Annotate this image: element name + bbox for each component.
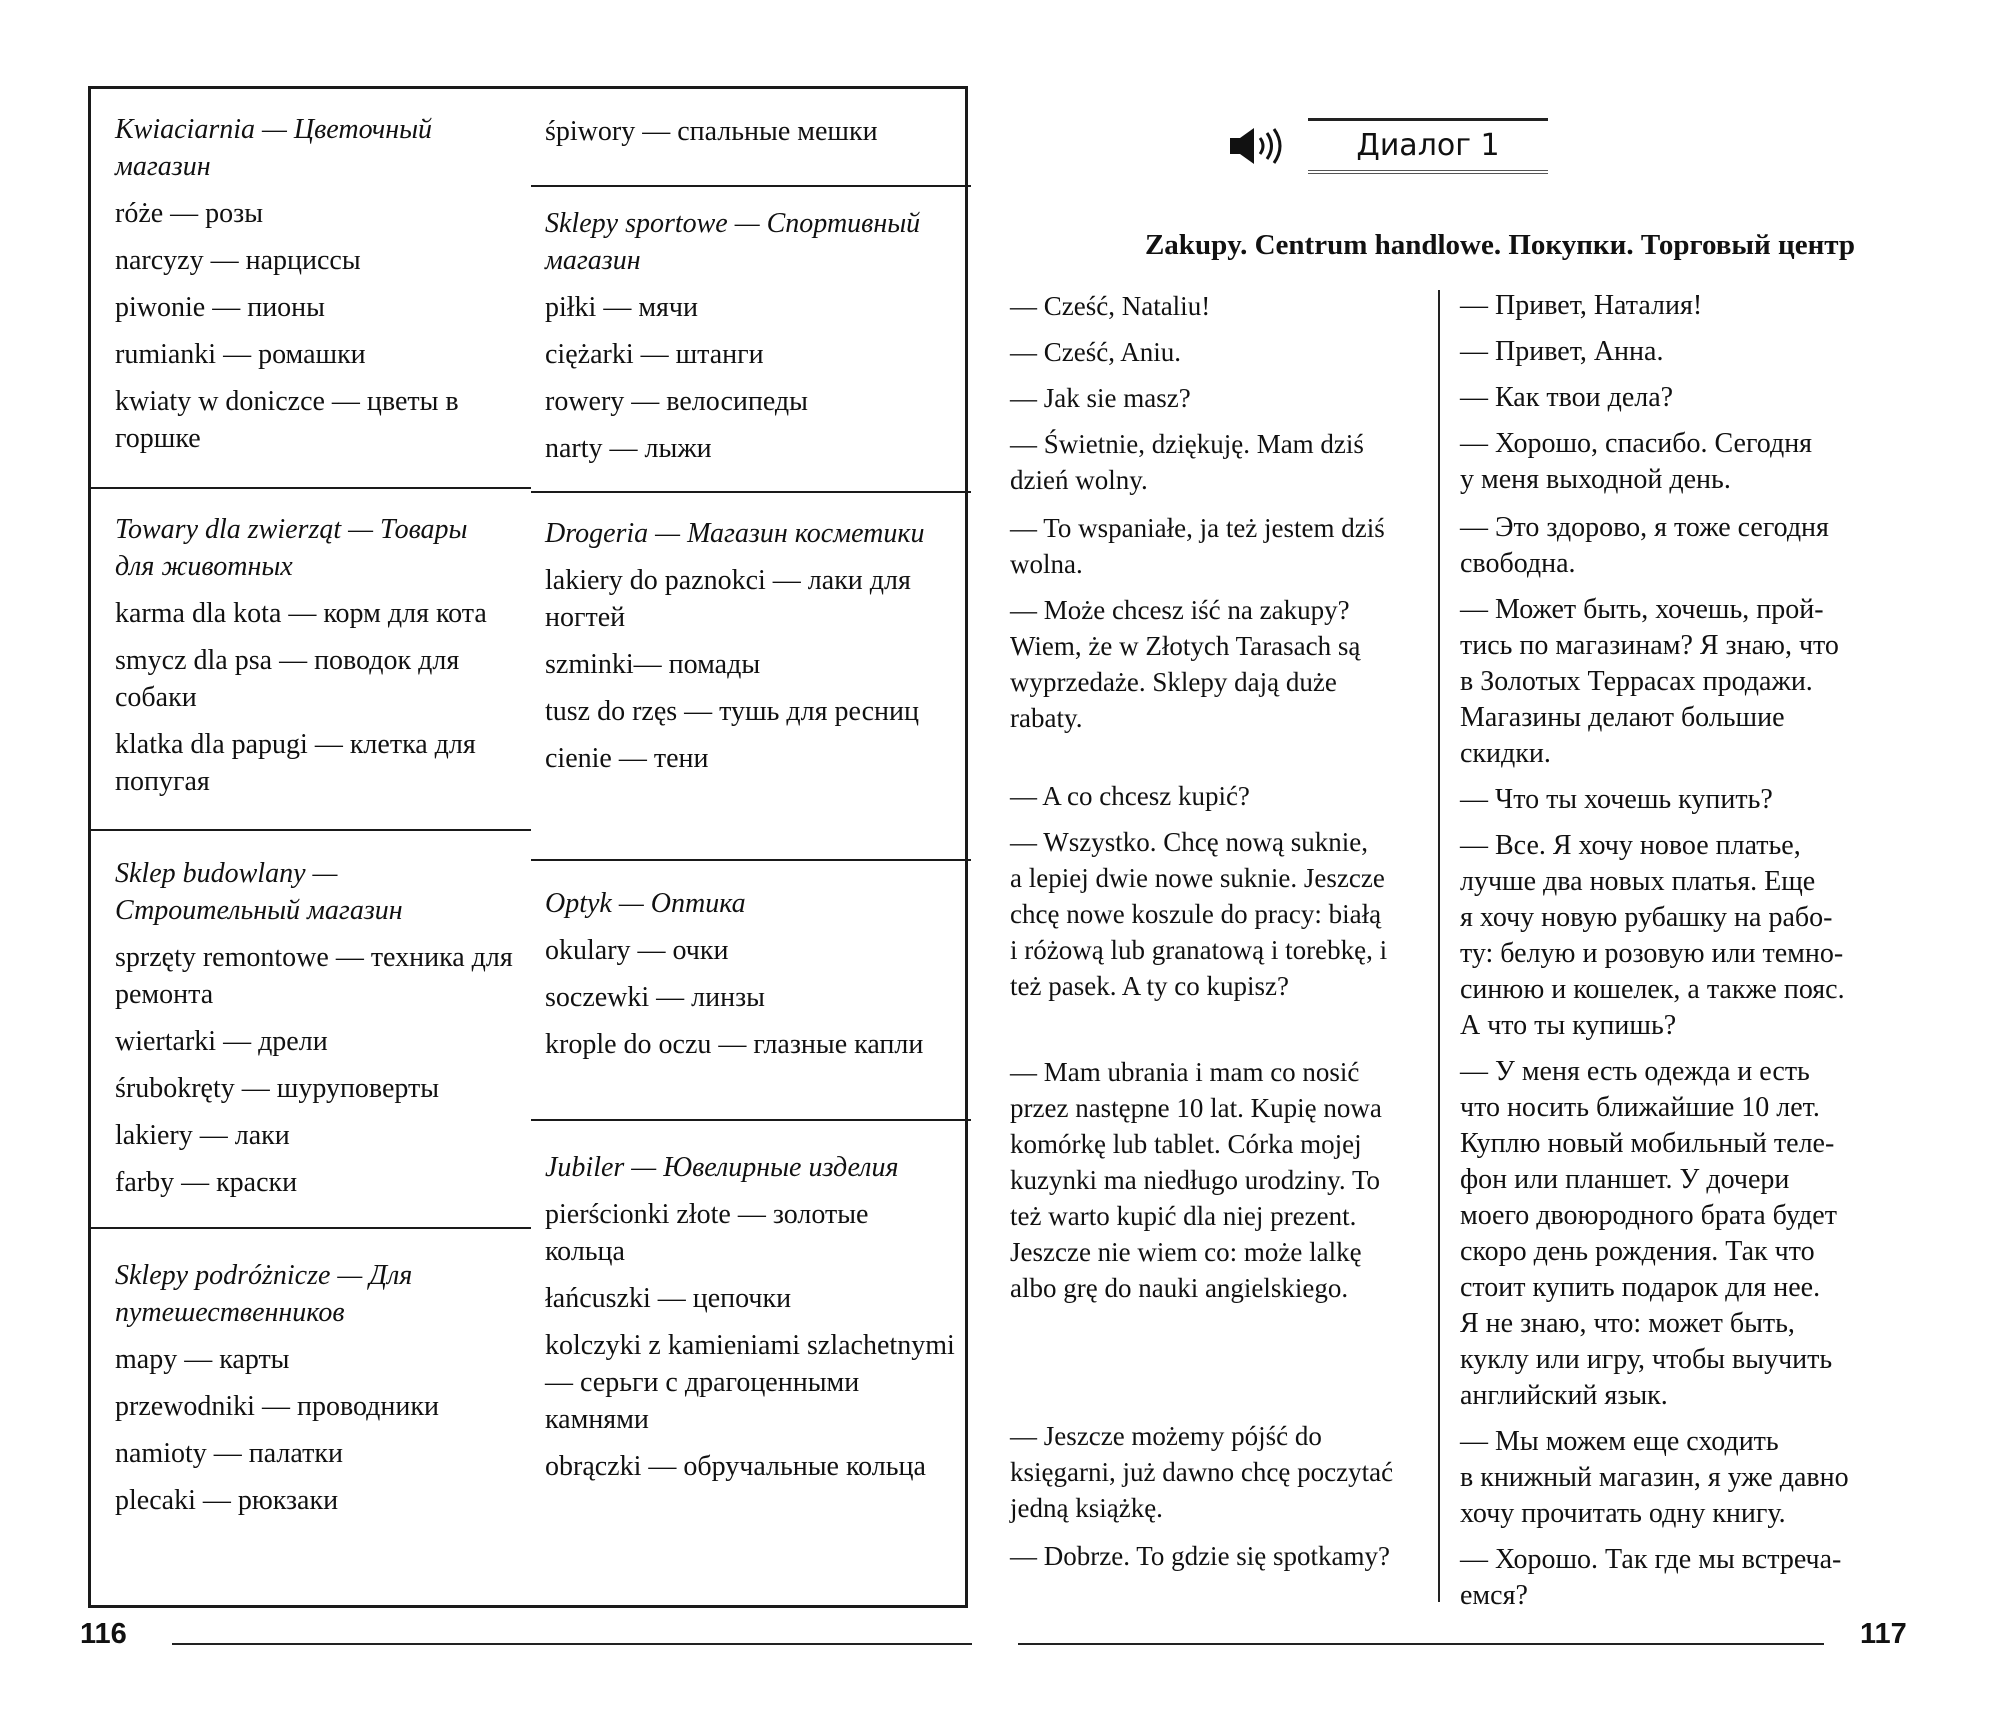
vocab-section-jeweler (531, 1119, 971, 1495)
russian-line: Магазины делают большие (1460, 702, 1785, 733)
polish-line: — Wszystko. Chcę nową suknie, (1010, 827, 1368, 857)
russian-line: хочу прочитать одну книгу. (1460, 1498, 1786, 1529)
russian-line: стоит купить подарок для нее. (1460, 1272, 1821, 1303)
russian-line: ту: белую и розовую или темно- (1460, 938, 1844, 969)
vocab-entry: śpiwory — спальные мешки (545, 116, 878, 147)
polish-line: Jeszcze nie wiem co: może lalkę (1010, 1237, 1362, 1267)
vocab-entry: klatka dla papugi — клетка для попугая (115, 729, 476, 797)
russian-line: Я не знаю, что: может быть, (1460, 1308, 1795, 1339)
polish-line: Wiem, że w Złotych Tarasach są (1010, 631, 1361, 661)
vocab-entry: namioty — палатки (115, 1438, 343, 1469)
vocab-entry: farby — краски (115, 1167, 298, 1198)
russian-line: — У меня есть одежда и есть (1460, 1056, 1810, 1087)
section-title: Optyk — Оптика (545, 888, 746, 919)
vocab-section-flower-shop (91, 111, 531, 467)
vocab-section-pet-goods (91, 487, 531, 810)
russian-line: — Может быть, хочешь, прой- (1460, 594, 1824, 625)
right-page (1000, 0, 2000, 1710)
polish-line: wolna. (1010, 549, 1083, 579)
vocab-entry: narcyzy — нарциссы (115, 245, 361, 276)
vocab-entry: łańcuszki — цепочки (545, 1283, 792, 1314)
russian-line: свободна. (1460, 548, 1576, 579)
polish-line: wyprzedaże. Sklepy dają duże (1010, 667, 1337, 697)
russian-line: — Все. Я хочу новое платье, (1460, 830, 1801, 861)
speaker-icon[interactable] (1228, 126, 1290, 166)
polish-line: przez następne 10 lat. Kupię nowa (1010, 1093, 1382, 1123)
polish-line: — A co chcesz kupić? (1010, 781, 1250, 811)
russian-line: скидки. (1460, 738, 1551, 769)
russian-line: — Это здорово, я тоже сегодня (1460, 512, 1829, 543)
polish-line: — Jak sie masz? (1010, 383, 1191, 413)
polish-line: kuzynki ma niedługo urodziny. To (1010, 1165, 1381, 1195)
polish-line: komórkę lub tablet. Córka mojej (1010, 1129, 1362, 1159)
vocab-section-continued (531, 113, 971, 160)
vocab-entry: smycz dla psa — поводок для собаки (115, 645, 460, 713)
vocab-section-optician (531, 859, 971, 1073)
section-title: Kwiaciarnia — Цветочный магазин (115, 114, 433, 182)
vocab-entry: sprzęty remontowe — техника для ремонта (115, 942, 513, 1010)
vocab-entry: lakiery do paznokci — лаки для ногтей (545, 565, 911, 633)
polish-line: a lepiej dwie nowe suknie. Jeszcze (1010, 863, 1385, 893)
vocab-entry: lakiery — лаки (115, 1120, 290, 1151)
vocab-entry: pierścionki złote — золотые кольца (545, 1199, 869, 1267)
section-title: Sklepy podróżnicze — Для путешественников (115, 1260, 413, 1328)
dialog-title: Диалог 1 (1308, 118, 1548, 174)
footer-rule (172, 1643, 972, 1645)
vocab-column-right (531, 89, 971, 1605)
russian-line: — Хорошо, спасибо. Сегодня (1460, 428, 1813, 459)
polish-line: rabaty. (1010, 703, 1083, 733)
vocab-section-sports-store (531, 185, 971, 477)
vocab-entry: tusz do rzęs — тушь для ресниц (545, 696, 919, 727)
page-number-right: 117 (1860, 1618, 1907, 1650)
russian-line: что носить ближайшие 10 лет. (1460, 1092, 1820, 1123)
vocab-entry: krople do oczu — глазные капли (545, 1029, 924, 1060)
russian-line: — Хорошо. Так где мы встреча- (1460, 1544, 1842, 1575)
vocab-entry: cienie — тени (545, 743, 709, 774)
polish-line: — To wspaniałe, ja też jestem dziś (1010, 513, 1385, 543)
section-title: Towary dla zwierząt — Товары для животных (115, 514, 468, 582)
vocab-entry: mapy — карты (115, 1344, 290, 1375)
polish-line: — Jeszcze możemy pójść do (1010, 1421, 1322, 1451)
russian-line: в книжный магазин, я уже давно (1460, 1462, 1849, 1493)
polish-line: też pasek. A ty co kupisz? (1010, 971, 1289, 1001)
russian-line: у меня выходной день. (1460, 464, 1731, 495)
polish-line: jedną książkę. (1010, 1493, 1163, 1523)
russian-line: английский язык. (1460, 1380, 1668, 1411)
vocab-entry: kwiaty w doniczce — цветы в горшке (115, 386, 459, 454)
vocabulary-box (88, 86, 968, 1608)
russian-line: скоро день рождения. Так что (1460, 1236, 1815, 1267)
vocab-entry: rowery — велосипеды (545, 386, 808, 417)
russian-line: фон или планшет. У дочери (1460, 1164, 1790, 1195)
page-number-left: 116 (80, 1618, 127, 1650)
polish-line: księgarni, już dawno chcę poczytać (1010, 1457, 1394, 1487)
vocab-entry: śrubokręty — шуруповерты (115, 1073, 440, 1104)
vocab-entry: rumianki — ромашки (115, 339, 366, 370)
dialog-heading: Zakupy. Centrum handlowe. Покупки. Торговый центр (1144, 229, 1856, 261)
vocab-entry: karma dla kota — корм для кота (115, 598, 487, 629)
section-title: Drogeria — Магазин косметики (545, 518, 925, 549)
russian-line: куклу или игру, чтобы выучить (1460, 1344, 1833, 1375)
polish-line: — Świetnie, dziękuję. Mam dziś (1010, 429, 1364, 459)
russian-line: моего двоюродного брата будет (1460, 1200, 1837, 1231)
polish-line: — Mam ubrania i mam co nosić (1010, 1057, 1360, 1087)
russian-line: — Привет, Наталия! (1460, 290, 1703, 321)
russian-line: А что ты купишь? (1460, 1010, 1677, 1041)
polish-line: i różową lub granatową i torebkę, i (1010, 935, 1388, 965)
vocab-entry: obrączki — обручальные кольца (545, 1451, 926, 1482)
vocab-entry: ciężarki — штанги (545, 339, 764, 370)
vocab-entry: piłki — мячи (545, 292, 699, 323)
russian-line: — Привет, Анна. (1460, 336, 1664, 367)
vocab-entry: wiertarki — дрели (115, 1026, 328, 1057)
russian-line: я хочу новую рубашку на рабо- (1460, 902, 1833, 933)
vocab-entry: okulary — очки (545, 935, 729, 966)
polish-line: dzień wolny. (1010, 465, 1148, 495)
russian-line: емся? (1460, 1580, 1528, 1611)
vocab-column-left (91, 89, 531, 1605)
polish-line: — Dobrze. To gdzie się spotkamy? (1010, 1541, 1391, 1571)
vocab-section-hardware-store (91, 829, 531, 1211)
russian-line: лучше два новых платья. Еще (1460, 866, 1816, 897)
vocab-entry: przewodniki — проводники (115, 1391, 439, 1422)
russian-line: — Как твои дела? (1460, 382, 1674, 413)
vocab-entry: narty — лыжи (545, 433, 712, 464)
polish-line: — Cześć, Aniu. (1010, 337, 1181, 367)
section-title: Sklep budowlany — Строительный магазин (115, 858, 403, 926)
russian-line: тись по магазинам? Я знаю, что (1460, 630, 1839, 661)
polish-line: — Cześć, Nataliu! (1010, 291, 1211, 321)
vocab-entry: piwonie — пионы (115, 292, 325, 323)
vocab-entry: róże — розы (115, 198, 264, 229)
russian-line: — Мы можем еще сходить (1460, 1426, 1779, 1457)
section-title: Jubiler — Ювелирные изделия (545, 1152, 899, 1183)
vocab-section-drugstore (531, 491, 971, 787)
polish-line: — Może chcesz iść na zakupy? (1010, 595, 1350, 625)
vocab-entry: soczewki — линзы (545, 982, 765, 1013)
russian-line: синюю и кошелек, а также пояс. (1460, 974, 1845, 1005)
footer-rule (1018, 1643, 1824, 1645)
vocab-entry: plecaki — рюкзаки (115, 1485, 339, 1516)
vocab-entry: szminki— помады (545, 649, 761, 680)
russian-line: в Золотых Террасах продажи. (1460, 666, 1813, 697)
russian-line: Куплю новый мобильный теле- (1460, 1128, 1835, 1159)
polish-line: chcę nowe koszule do pracy: białą (1010, 899, 1382, 929)
polish-line: też warto kupić dla niej prezent. (1010, 1201, 1357, 1231)
polish-line: albo grę do nauki angielskiego. (1010, 1273, 1349, 1303)
vocab-entry: kolczyki z kamieniami szlachetnymi — серьги с драгоценными камнями (545, 1330, 955, 1435)
russian-line: — Что ты хочешь купить? (1460, 784, 1773, 815)
column-divider (1438, 290, 1440, 1602)
section-title: Sklepy sportowe — Спортивный магазин (545, 208, 921, 276)
vocab-section-travel-store (91, 1227, 531, 1529)
